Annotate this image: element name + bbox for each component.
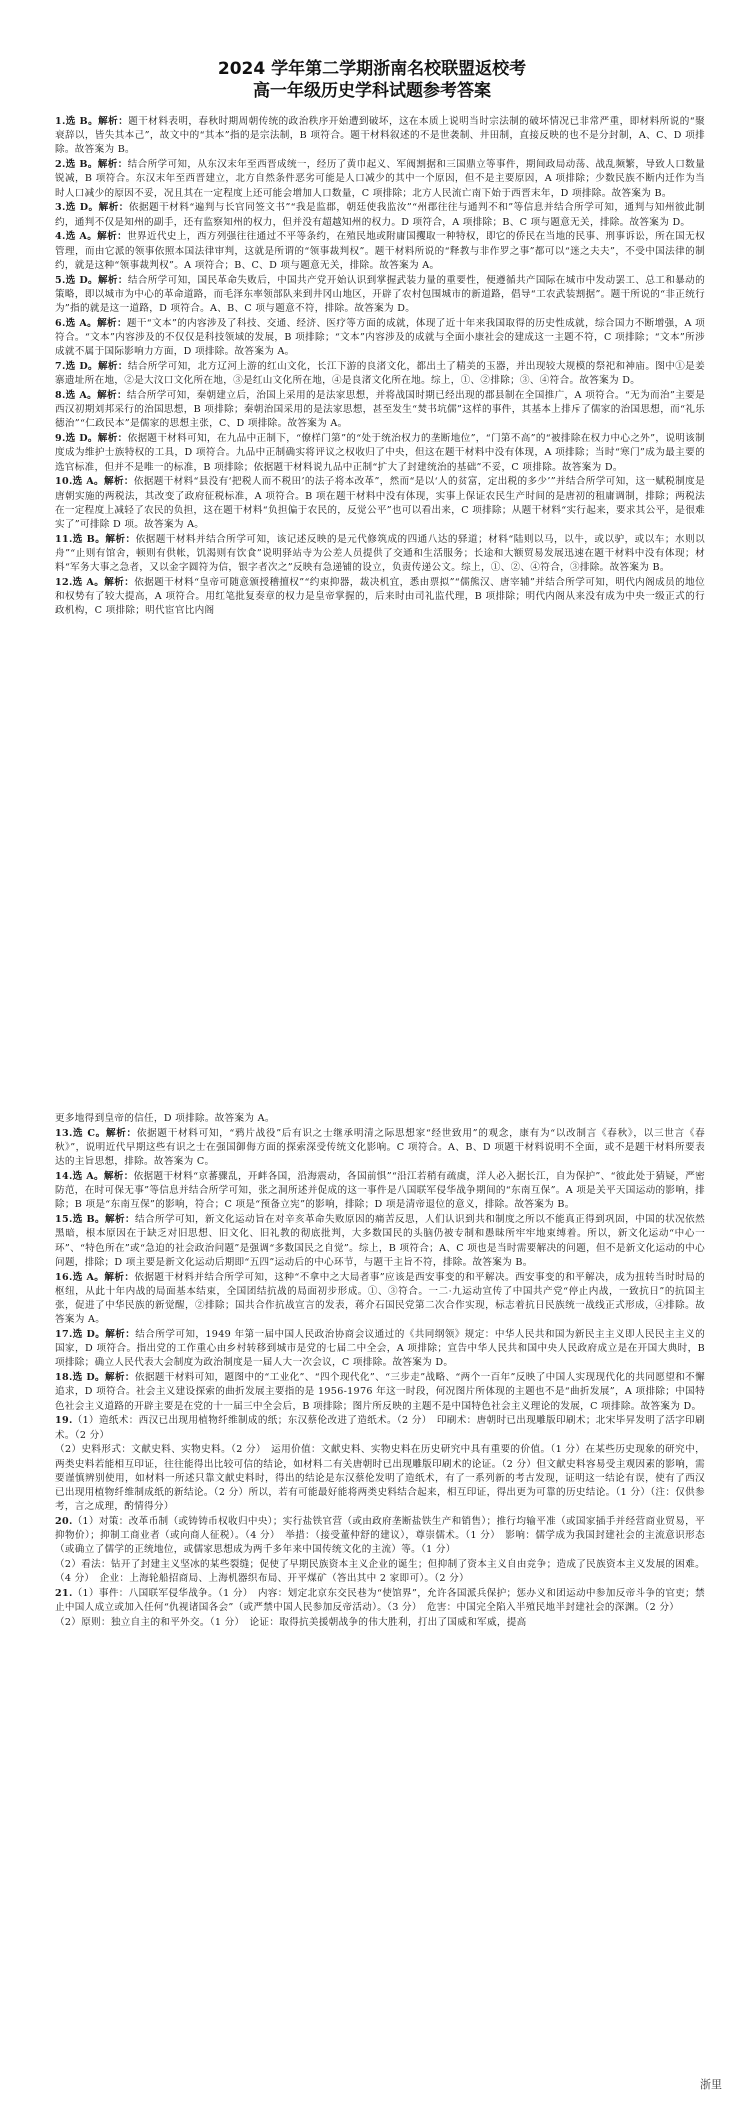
question-number: 5. bbox=[55, 274, 66, 286]
analysis-label: 解析： bbox=[98, 202, 129, 214]
answer-item bbox=[55, 201, 705, 229]
answer-item bbox=[55, 317, 705, 360]
document-header bbox=[0, 58, 744, 102]
answer-text: 结合所学可知，国民革命失败后，中国共产党开始认识到掌握武装力量的重要性，便遵循共产国际在城市中发动罢工、总工和暴动的策略，即以城市为中心的革命道路，而毛泽东率领部队来到井冈山地区，开辟了农村包围城市的新道路，倡导“工农武装割据”。题干所说的“非正统行为”指的就是这一道路，D 项符合。A、B、C 项与题意不符，排除。故答案为 D。 bbox=[55, 274, 705, 315]
answer-choice: 选 D。 bbox=[72, 1372, 105, 1384]
question-number: 3. bbox=[55, 202, 66, 214]
answer-text: 依据题干材料“京蕃骤乱，开衅各国，沿海震动，各国前惧”“沿江若稍有疏虞，洋人必入据长江，自为保护”、“彼此处于猜疑，严密防范，在时可保无事”等信息并结合所学可知，张之洞所述并促成的这一事件是八国联军侵华战争期间的“东南互保”。A 项是关平天国运动的影响，排除；B 项是“东南互保”的影响，符合；C 项是“预备立宪”的影响，排除；D 项是清帝退位的意义，排除。故答案为 B。 bbox=[55, 1171, 705, 1211]
analysis-label: 解析： bbox=[104, 1372, 135, 1384]
question-number: 16. bbox=[55, 1271, 73, 1283]
analysis-label: 解析： bbox=[97, 390, 127, 402]
question-number: 2. bbox=[55, 159, 66, 171]
answer-text: （2）看法：钻开了封建主义坚冰的某些裂缝；促使了早期民族资本主义企业的诞生；但抑制了资本主义自由竞争；造成了民族资本主义发展的困难。（4 分） 企业：上海轮船招商局、上海机器织布局、开平煤矿（答出其中 2 家即可）。（2 分） bbox=[55, 1559, 705, 1585]
answer-item bbox=[55, 1127, 705, 1170]
question-number: 1. bbox=[55, 116, 66, 127]
answer-item bbox=[55, 1112, 705, 1126]
question-number: 15. bbox=[55, 1214, 73, 1226]
question-number: 8. bbox=[55, 390, 66, 402]
analysis-label: 解析： bbox=[104, 1214, 135, 1226]
answer-item bbox=[55, 115, 705, 158]
answer-text: 依据题干材料可知，“鸦片战役”后有识之士继承明清之际思想家“经世致用”的观念，康有为“以改制言《春秋》，以三世言《春秋》”，说明近代早期这些有识之士在强国御侮方面的探索深受传统文化影响。C 项符合。A、B、D 项题干材料说明不全面，或不是题干材料所要表达的主旨思想，排除。故答案为 C。 bbox=[55, 1127, 705, 1168]
answer-text: 依据题干材料“县没有‘把税人而不税田’的法子将本改革”，然而“是以‘人的贫富，定出税的多少’”并结合所学可知，这一赋税制度是唐朝实施的两税法，其改变了政府征税标准，A 项符合。B 项在题干材料中没有体现，实事上保证农民生产时间的是唐初的租庸调制，排除；两税法在一定程度上减轻了农民的负担，这在题干材料“负担偏于农民的，反觉公平”也可以看出来，C 项排除；从题干材料“实行起来，要求其公平，是很难实了”可排除 D 项。故答案为 A。 bbox=[55, 476, 706, 531]
question-number: 18. bbox=[55, 1372, 73, 1384]
answer-item bbox=[55, 432, 705, 475]
answer-choice: 选 A。 bbox=[72, 577, 105, 589]
analysis-label: 解析： bbox=[105, 533, 136, 545]
answer-item bbox=[55, 1213, 705, 1270]
analysis-label: 解析： bbox=[103, 1171, 134, 1182]
answer-text: 结合所学可知，北方辽河上游的红山文化，长江下游的良渚文化，都出土了精美的玉器，并出现较大规模的祭祀和神庙。图中①是姜寨遗址所在地，②是大汶口文化所在地，③是红山文化所在地，④是良渚文化所在地。综上，①、②排除；③、④符合。故答案为 D。 bbox=[55, 361, 705, 387]
question-number: 17. bbox=[55, 1329, 73, 1341]
answer-choice: 选 D。 bbox=[65, 433, 98, 445]
answer-text: 更多地得到皇帝的信任，D 项排除。故答案为 A。 bbox=[55, 1113, 275, 1124]
answer-item bbox=[55, 1271, 705, 1328]
analysis-label: 解析： bbox=[97, 433, 128, 445]
answer-text: 依据题干材料可知，在九品中正制下，“僚样门第”的“处于统治权力的垄断地位”，“门第不高”的“被排除在权力中心之外”，说明该制度成为维护士族特权的工具，D 项符合。九品中正制确实将评议之权收归了中央，但这在题干材料中没有体现，A 项排除；当时“寒门”成为最主要的选官标准，但并不是唯一的标准，B 项排除；依据题干材料说九品中正制“扩大了封建统治的基础”不妥，C 项排除。故答案为 D。 bbox=[55, 433, 705, 473]
answer-text: 依据题干材料并结合所学可知，这种“不拿中之大局者事”应该是西安事变的和平解决。西安事变的和平解决，成为扭转当时时局的枢纽，从此十年内战的局面基本结束，全国团结抗战的局面初步形成。①、③符合。一二·九运动宣传了中国共产党“停止内战，一致抗日”的抗国主张，促进了中华民族的新觉醒，②排除；国共合作抗战宣言的发表，蒋介石国民党第二次合作实现，标志着抗日民族统一战线正式形成，④排除。故答案为 A。 bbox=[55, 1271, 705, 1326]
answer-item bbox=[55, 389, 705, 432]
answer-item bbox=[55, 533, 705, 576]
analysis-label: 解析： bbox=[104, 1271, 135, 1283]
question-number: 14. bbox=[55, 1171, 73, 1182]
analysis-label: 解析： bbox=[97, 159, 128, 171]
answer-item bbox=[55, 1414, 705, 1442]
answer-text: 依据题干材料可知，题图中的“工业化”、“四个现代化”、“三步走”战略、“两个一百年”反映了中国人实现现代化的共同愿望和不懈追求，D 项符合。社会主义建设探索的曲折发展主要指的是 1956-1976 年这一时段，何况图片所体现的主题也不是“曲折发展”，A 项排除；中国特色社会主义道路的开辟主要是在党的十一届三中全会后，B 项排除；图片所反映的主题不是中国特色社会主义理论的发展，C 项排除。故答案为 D。 bbox=[55, 1372, 705, 1412]
answer-item bbox=[55, 230, 705, 273]
analysis-label: 解析： bbox=[104, 577, 135, 589]
answer-key-title: 高一年级历史学科试题参考答案 bbox=[253, 81, 491, 101]
question-number: 7. bbox=[55, 361, 66, 373]
answers-section-lower bbox=[55, 1112, 705, 1631]
answer-choice: 选 B。 bbox=[72, 533, 106, 545]
analysis-label: 解析： bbox=[105, 1329, 136, 1341]
analysis-label: 解析： bbox=[97, 361, 128, 373]
answer-item bbox=[55, 1328, 705, 1371]
question-number: 20. bbox=[55, 1516, 73, 1528]
question-number: 9. bbox=[55, 433, 66, 445]
answer-choice: 选 B。 bbox=[65, 116, 99, 127]
answer-choice: 选 B。 bbox=[65, 159, 98, 171]
question-number: 4. bbox=[55, 231, 66, 243]
answer-item bbox=[55, 1371, 705, 1414]
answer-text: 依据题干材料“遍判与长官同签文书”“我是监郡，朝廷使我监汝”“州郡往往与通判不和”等信息并结合所学可知，通判与知州彼此制约，通判不仅是知州的副手，还有监察知州的权力，但并没有超越知州的权力。D 项符合，A 项排除；B、C 项与题意无关，排除。故答案为 D。 bbox=[55, 202, 705, 228]
question-number: 21. bbox=[55, 1588, 73, 1600]
answer-item bbox=[55, 1587, 705, 1615]
answer-text: 结合所学可知，1949 年第一届中国人民政治协商会议通过的《共同纲领》规定：中华人民共和国为新民主主义即人民民主主义的国家，D 项符合。指出党的工作重心由乡村转移到城市是党的七届二中全会，A 项排除；宣告中华人民共和国中央人民政府成立是在开国大典时，B 项排除；确立人民代表大会制度为政治制度是一届人大一次会议，C 项排除。故答案为 D。 bbox=[55, 1329, 705, 1369]
analysis-label: 解析： bbox=[97, 317, 127, 329]
answer-choice: 选 A。 bbox=[65, 231, 98, 243]
answer-text: 依据题干材料并结合所学可知，该记述反映的是元代修筑成的四通八达的驿道；材料“陆则以马，以牛，或以驴，或以车；水则以舟”“止则有馆舍，顿则有供帐，饥渴则有饮食”说明驿站寺为公差人员提供了交通和生活服务；长途和大额贸易发展迅速在题干材料中没有体现；材料“军务大事之急者，又以金字圆符为信，银字者次之”反映有急递铺的设立，负责传递公文。综上，①、②、④符合，③排除。故答案为 B。 bbox=[55, 533, 705, 574]
question-number: 11. bbox=[55, 533, 73, 545]
question-number: 12. bbox=[55, 577, 73, 589]
answer-choice: 选 D。 bbox=[65, 361, 98, 373]
exam-title: 2024 学年第二学期浙南名校联盟返校考 bbox=[217, 59, 527, 79]
answer-text: 结合所学可知，秦朝建立后，治国上采用的是法家思想，并将战国时期已经出现的郡县制在全国推广，A 项符合。“无为而治”主要是西汉初期刘邦采行的治国思想，B 项排除；秦朝治国采用的是法家思想，甚至发生“焚书坑儒”这样的事件，其基本上排斥了儒家的治国思想，而“礼乐德治”“仁政民本”是儒家的思想主张，C、D 项排除。故答案为 A。 bbox=[55, 390, 705, 430]
answer-choice: 选 C。 bbox=[72, 1127, 106, 1139]
answer-item bbox=[55, 475, 705, 532]
answer-choice: 选 D。 bbox=[65, 202, 99, 214]
answer-item bbox=[55, 360, 705, 388]
answer-item bbox=[55, 1558, 705, 1586]
question-number: 6. bbox=[55, 317, 66, 329]
answer-text: 世界近代史上，西方列强往往通过不平等条约，在殖民地或附庸国攫取一种特权，即它的侨民在当地的民事、刑事诉讼，所在国无权管理，而由它派的领事依照本国法律审判，这就是所谓的“领事裁判权”。题干材料所说的“释教与非作罗之事”都可以“迷之夫夫”，不受中国法律的制约，就是这种“领事裁判权”。A 项符合；B、C、D 项与题意无关，排除。故答案为 A。 bbox=[55, 231, 705, 271]
answer-choice: 选 A。 bbox=[65, 390, 98, 402]
answer-item bbox=[55, 274, 705, 317]
answer-choice: 选 D。 bbox=[72, 1329, 106, 1341]
answer-item bbox=[55, 1515, 705, 1558]
answer-text: 依据题干材料“皇帝可随意颁授稽擅权”“约束抑器，裁决机宜，悉由票拟”“儒熊汉、唐宰辅”并结合所学可知，明代内阁成员的地位和权势有了较大提高，A 项符合。用红笔批复奏章的权力是皇帝掌握的，后来时由司礼监代理，B 项排除；明代内阁从来没有成为中央一级正式的行政机构，C 项排除；明代宦官比内阁 bbox=[55, 577, 705, 617]
answer-text: （2）原则：独立自主的和平外交。（1 分） 论证：取得抗美援朝战争的伟大胜利，打出了国威和军威，提高 bbox=[55, 1617, 527, 1629]
answer-text: （2）史料形式：文献史料、实物史料。（2 分） 运用价值：文献史料、实物史料在历史研究中具有重要的价值。（1 分）在某些历史现象的研究中，两类史料若能相互印证，往往能得出比较可信的结论，如材料二有关唐朝时已出现雕版印刷术的论证。（2 分）但文献史料容易受主观因素的影响，需要谨慎辨别使用，如材料一所述只靠文献史料时，得出的结论是东汉蔡伦发明了造纸术，有了一系列新的考古发现，证明这一结论有误，使有了西汉已出现用植物纤维制成纸的新结论。（2 分）所以，若有可能最好能将两类史料结合起来，相互印证，得出更为可靠的历史结论。（1 分）（注：仅供参考，言之成理，酌情得分） bbox=[55, 1444, 705, 1513]
answer-item bbox=[55, 158, 705, 201]
question-number: 10. bbox=[55, 476, 73, 488]
answer-text: 结合所学可知，从东汉末年至西晋成统一，经历了黄巾起义、军阀割据和三国鼎立等事件，期间政局动荡、战乱频繁，导致人口数量锐减，B 项符合。东汉末年至西晋建立，北方自然条件恶劣可能是人口减少的其中一个原因，但不是主要原因，A 项排除；少数民族不断内迁作为当时人口减少的原因不妥，况且其在一定程度上还可能会增加人口数量，C 项排除；北方人民流亡南下始于西晋末年，D 项排除。故答案为 B。 bbox=[55, 159, 705, 199]
answer-item bbox=[55, 1443, 705, 1514]
answer-item bbox=[55, 1616, 705, 1630]
answer-choice: 选 D。 bbox=[65, 274, 98, 286]
answer-choice: 选 A。 bbox=[72, 476, 104, 488]
answer-text: （1）对策：改革币制（或铸铸币权收归中央）；实行盐铁官营（或由政府垄断盐铁生产和销售）；推行均输平准（或国家插手并经营商业贸易，平抑物价）；抑制工商业者（或向商人征税）。（4 分） 举措：（接受董仲舒的建议），尊崇儒术。（1 分） 影响：儒学成为我国封建社会的主流意识形态（或确立了儒学的正统地位，或儒家思想成为两千多年来中国传统文化的主流）等。（1 分） bbox=[55, 1516, 705, 1556]
answer-item bbox=[55, 1170, 705, 1213]
analysis-label: 解析： bbox=[98, 116, 129, 127]
analysis-label: 解析： bbox=[105, 1127, 137, 1139]
answer-text: （1）事件：八国联军侵华战争。（1 分） 内容：划定北京东交民巷为“使馆界”，允许各国派兵保护；惩办义和团运动中参加反帝斗争的官吏；禁止中国人成立或加入任何“仇视诸国各会”（或严禁中国人民参加反帝活动）。（3 分） 危害：中国完全陷入半殖民地半封建社会的深渊。（2 分） bbox=[55, 1588, 705, 1614]
question-number: 13. bbox=[55, 1127, 73, 1139]
analysis-label: 解析： bbox=[104, 476, 134, 488]
answers-section-upper bbox=[55, 115, 705, 619]
answer-choice: 选 A。 bbox=[72, 1171, 104, 1182]
answer-text: （1）造纸术：西汉已出现用植物纤维制成的纸；东汉蔡伦改进了造纸术。（2 分） 印刷术：唐朝时已出现雕版印刷术；北宋毕昇发明了活字印刷术。（2 分） bbox=[55, 1415, 705, 1441]
page-watermark: 浙里 bbox=[700, 2078, 722, 2091]
analysis-label: 解析： bbox=[97, 274, 128, 286]
answer-choice: 选 B。 bbox=[72, 1214, 105, 1226]
answer-text: 题干材料表明，春秋时期周朝传统的政治秩序开始遭到破坏，这在本质上说明当时宗法制的破坏情况已非常严重，即材料所说的“聚衰辞以，皆失其本己”，故文中的“其本”指的是宗法制，B 项符合。题干材料叙述的不是世袭制、井田制，直接反映的也不是分封制，A、C、D 项排除。故答案为 B。 bbox=[55, 116, 705, 156]
question-number: 19. bbox=[55, 1415, 73, 1427]
answer-text: 结合所学可知，新文化运动旨在对辛亥革命失败原因的痛苦反思，人们认识到共和制度之所以不能真正得到巩固，中国的状况依然黑暗，根本原因在于缺乏对旧思想、旧文化、旧礼教的彻底批判，大多数国民的头脑仍被专制和愚昧所牢牢地束缚着。所以，新文化运动“中心一环”、“特色所在”或“急迫的社会政治问题”是强调“多数国民之自觉”。综上，B 项符合；A、C 项也是当时需要解决的问题，但不是新文化运动的中心问题，排除；D 项主要是新文化运动后期即“五四”运动后的中心环节，与题干主旨不符，排除。故答案为 B。 bbox=[55, 1214, 705, 1268]
answer-choice: 选 A。 bbox=[65, 317, 98, 329]
analysis-label: 解析： bbox=[97, 231, 128, 243]
answer-item bbox=[55, 576, 705, 619]
answer-choice: 选 A。 bbox=[72, 1271, 105, 1283]
answer-text: 题干“文本”的内容涉及了科技、交通、经济、医疗等方面的成就，体现了近十年来我国取得的历史性成就，综合国力不断增强，A 项符合。“文本”内容涉及的不仅仅是科技领域的发展，B 项排除；“文本”内容涉及的成就与全面小康社会的建成这一主题不符，C 项排除；“文本”所涉成就不属于国际影响力方面，D 项排除。故答案为 A。 bbox=[55, 317, 705, 358]
